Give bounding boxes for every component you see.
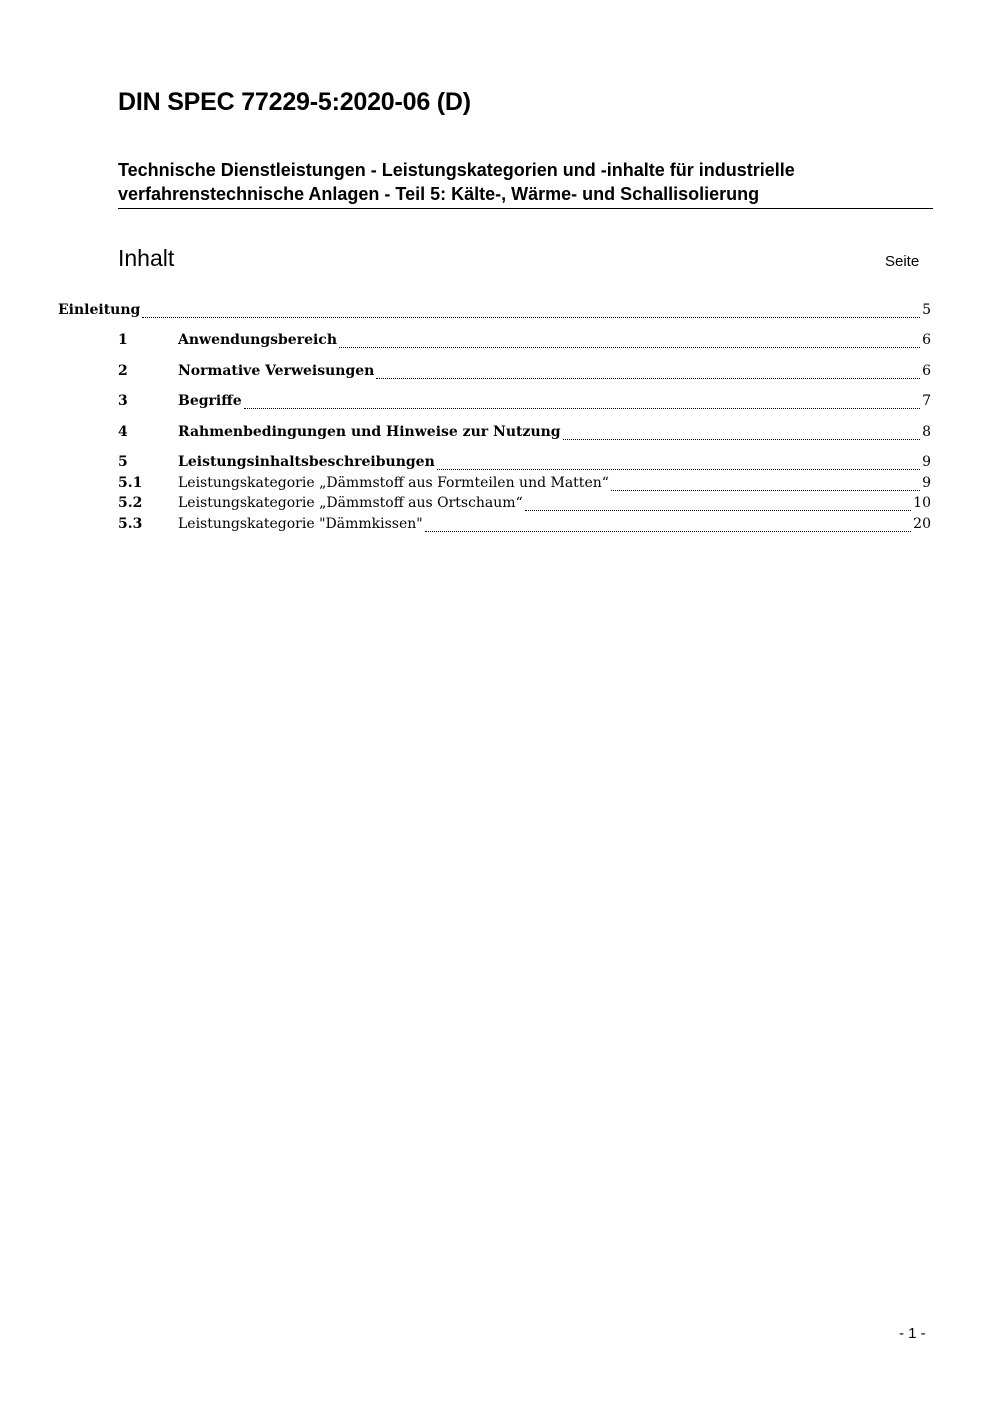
toc-entry-number: 2	[118, 363, 128, 379]
toc-entry-text: Leistungsinhaltsbeschreibungen	[178, 454, 435, 470]
toc-entry-5[interactable]	[118, 454, 931, 474]
toc-entry-number: 1	[118, 332, 128, 348]
toc-leader-dots	[244, 408, 920, 409]
toc-leader-dots	[611, 490, 920, 491]
toc-entry-number: 5.3	[118, 516, 143, 532]
toc-entry-number: 3	[118, 393, 128, 409]
toc-entry-2[interactable]	[118, 363, 931, 383]
toc-entry-page: 6	[922, 332, 931, 348]
toc-leader-dots	[339, 347, 920, 348]
subtitle-line-1: Technische Dienstleistungen - Leistungskategorien und -inhalte für industrielle	[118, 160, 795, 180]
toc-entry-number: 5.2	[118, 495, 143, 511]
toc-entry-number: 5	[118, 454, 128, 470]
toc-entry-number: 5.1	[118, 475, 143, 491]
subtitle-line-2: verfahrenstechnische Anlagen - Teil 5: Kälte-, Wärme- und Schallisolierung	[118, 184, 760, 204]
toc-leader-dots	[525, 510, 911, 511]
toc-entry-number: 4	[118, 424, 128, 440]
toc-leader-dots	[142, 317, 920, 318]
toc-entry-1[interactable]	[118, 332, 931, 352]
toc-entry-text: Normative Verweisungen	[178, 363, 375, 379]
toc-entry-5-3[interactable]	[118, 516, 931, 536]
toc-page-column-heading: Seite	[885, 253, 920, 270]
toc-leader-dots	[376, 378, 920, 379]
toc-heading: Inhalt	[118, 245, 175, 271]
toc-entry-text: Rahmenbedingungen und Hinweise zur Nutzung	[178, 424, 561, 440]
toc-entry-text: Einleitung	[58, 302, 141, 318]
toc-entry-introduction[interactable]	[58, 302, 931, 322]
toc-entry-text: Leistungskategorie „Dämmstoff aus Ortschaum“	[178, 495, 523, 511]
toc-entry-text: Anwendungsbereich	[178, 332, 337, 348]
toc-leader-dots	[425, 531, 911, 532]
toc-entry-page: 7	[922, 393, 931, 409]
toc-entry-page: 9	[922, 454, 931, 470]
toc-leader-dots	[437, 469, 920, 470]
toc-entry-4[interactable]	[118, 424, 931, 444]
toc-entry-page: 6	[922, 363, 931, 379]
toc-entry-5-2[interactable]	[118, 495, 931, 515]
page-number: - 1 -	[899, 1325, 926, 1342]
toc-entry-page: 9	[922, 475, 931, 491]
toc-entry-page: 10	[913, 495, 931, 511]
toc-entry-3[interactable]	[118, 393, 931, 413]
toc-entry-text: Leistungskategorie "Dämmkissen"	[178, 516, 423, 532]
toc-leader-dots	[563, 439, 920, 440]
toc-entry-page: 8	[922, 424, 931, 440]
toc-entry-text: Leistungskategorie „Dämmstoff aus Formteilen und Matten“	[178, 475, 609, 491]
toc-entry-5-1[interactable]	[118, 475, 931, 495]
document-title: DIN SPEC 77229-5:2020-06 (D)	[118, 88, 471, 116]
toc-entry-page: 5	[922, 302, 931, 318]
document-subtitle	[118, 158, 933, 209]
toc-entry-page: 20	[913, 516, 931, 532]
toc-entry-text: Begriffe	[178, 393, 242, 409]
